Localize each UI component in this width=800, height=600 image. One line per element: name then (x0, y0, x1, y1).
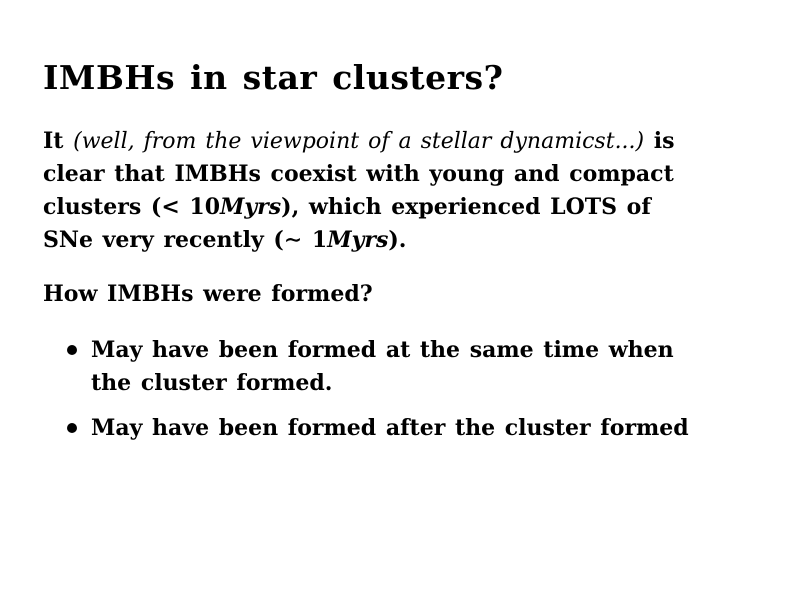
bold-text: clusters (< 10 (43, 194, 221, 220)
slide-title: IMBHs in star clusters? (43, 58, 504, 97)
paragraph-line-3 (43, 191, 675, 224)
italic-aside: (well, from the viewpoint of a stellar dynamicst...) (73, 129, 645, 154)
bullet-icon (67, 345, 77, 355)
question-heading: How IMBHs were formed? (43, 281, 373, 307)
paragraph-line-1 (43, 125, 675, 158)
bullet-text (91, 412, 689, 445)
bullet-icon (67, 423, 77, 433)
bold-text: ). (388, 227, 407, 253)
bold-text: It (43, 128, 74, 154)
bullet-line: May have been formed after the cluster formed (91, 415, 689, 441)
bold-text: is (644, 128, 675, 154)
bullet-line: the cluster formed. (91, 370, 333, 396)
math-term: Myrs (220, 194, 282, 220)
bullet-text (91, 334, 674, 400)
paragraph-line-2: clear that IMBHs coexist with young and compact (43, 161, 674, 187)
bold-text: ), which experienced LOTS of (281, 194, 651, 220)
list-item (67, 412, 689, 445)
math-term: Myrs (327, 227, 389, 253)
list-item (67, 334, 689, 400)
bold-text: SNe very recently (∼ 1 (43, 227, 328, 253)
bullet-list (67, 334, 689, 445)
paragraph-line-4 (43, 224, 675, 257)
bullet-line: May have been formed at the same time when (91, 337, 674, 363)
intro-paragraph (43, 125, 675, 257)
